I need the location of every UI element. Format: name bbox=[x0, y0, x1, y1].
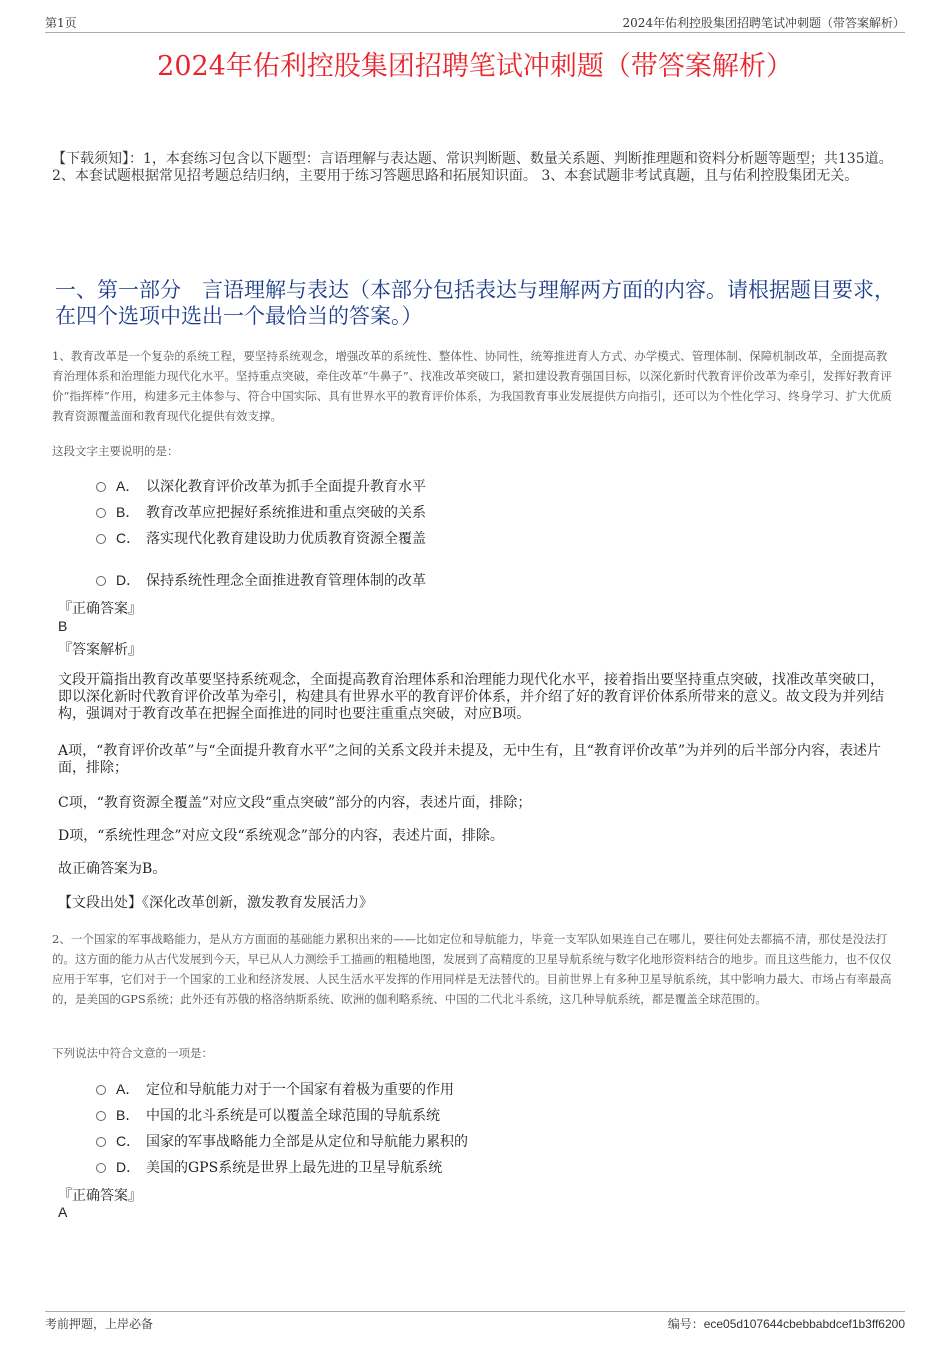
question-2-answer-label: 『正确答案』 bbox=[58, 1188, 142, 1204]
header-doc-title: 2024年佑利控股集团招聘笔试冲刺题（带答案解析） bbox=[622, 16, 905, 30]
question-2-prompt: 下列说法中符合文意的一项是： bbox=[52, 1046, 213, 1060]
section-title: 一、第一部分 言语理解与表达（本部分包括表达与理解两方面的内容。请根据题目要求，在四个选项中选出一个最恰当的答案。） bbox=[55, 278, 895, 328]
question-1-option-d[interactable]: D． 保持系统性理念全面推进教育管理体制的改革 bbox=[96, 571, 426, 590]
footer-slogan: 考前押题，上岸必备 bbox=[45, 1317, 154, 1331]
question-1-analysis-a: A项，“教育评价改革”与“全面提升教育水平”之间的关系文段并未提及，无中生有，且“教育评价改革”为并列的后半部分内容，表述片面，排除； bbox=[58, 743, 882, 776]
footer-rule bbox=[45, 1311, 905, 1312]
question-1-analysis-d: D项，“系统性理念”对应文段“系统观念”部分的内容，表述片面，排除。 bbox=[58, 828, 504, 844]
header-rule bbox=[45, 32, 905, 33]
question-1-option-b[interactable]: B． 教育改革应把握好系统推进和重点突破的关系 bbox=[96, 503, 426, 522]
question-1-answer-label: 『正确答案』 bbox=[58, 601, 142, 617]
download-notice: 【下载须知】：1，本套练习包含以下题型：言语理解与表达题、常识判断题、数量关系题、判断推理题和资料分析题等题型；共135道。 2、本套试题根据常见招考题总结归纳，主要用于练习答题思路和拓展知识面。 3、本套试题非考试真题，且与佑利控股集团无关。 bbox=[52, 151, 893, 184]
radio-icon[interactable] bbox=[96, 482, 106, 492]
page-number: 第1页 bbox=[45, 16, 77, 30]
question-2-option-b[interactable]: B． 中国的北斗系统是可以覆盖全球范围的导航系统 bbox=[96, 1106, 440, 1125]
radio-icon[interactable] bbox=[96, 508, 106, 518]
question-2-option-c[interactable]: C． 国家的军事战略能力全部是从定位和导航能力累积的 bbox=[96, 1132, 468, 1151]
question-1-answer: B bbox=[58, 618, 68, 634]
footer-doc-id: 编号：ece05d107644cbebbabdcef1b3ff6200 bbox=[667, 1317, 905, 1331]
question-1-stem: 1、教育改革是一个复杂的系统工程，要坚持系统观念，增强改革的系统性、整体性、协同性，统筹推进育人方式、办学模式、管理体制、保障机制改革，全面提高教育治理体系和治理能力现代化水平。坚持重点突破，牵住改革“牛鼻子”、找准改革突破口，紧扣建设教育强国目标，以深化新时代教育评价改革为牵引，发挥好教育评价“指挥棒”作用，构建多元主体参与、符合中国实际、具有世界水平的教育评价体系，为我国教育事业发展提供方向指引，还可以为个性化学习、终身学习、扩大优质教育资源覆盖面和教育现代化提供有效支撑。 bbox=[52, 349, 892, 423]
radio-icon[interactable] bbox=[96, 1111, 106, 1121]
question-2-option-a[interactable]: A． 定位和导航能力对于一个国家有着极为重要的作用 bbox=[96, 1080, 454, 1099]
question-2-answer: A bbox=[58, 1204, 68, 1220]
question-1-option-a[interactable]: A． 以深化教育评价改革为抓手全面提升教育水平 bbox=[96, 477, 426, 496]
question-1-conclusion: 故正确答案为B。 bbox=[58, 861, 167, 877]
question-2-option-d[interactable]: D． 美国的GPS系统是世界上最先进的卫星导航系统 bbox=[96, 1158, 442, 1177]
question-1-option-c[interactable]: C． 落实现代化教育建设助力优质教育资源全覆盖 bbox=[96, 529, 426, 548]
radio-icon[interactable] bbox=[96, 1085, 106, 1095]
question-2-stem: 2、一个国家的军事战略能力，是从方方面面的基础能力累积出来的——比如定位和导航能力，毕竟一支军队如果连自己在哪儿，要往何处去都搞不清，那仗是没法打的。这方面的能力从古代发展到今天，早已从人力测绘手工描画的粗糙地图，发展到了高精度的卫星导航系统与数字化地形资料结合的地步。而且这些能力，也不仅仅应用于军事，它们对于一个国家的工业和经济发展、人民生活水平发挥的作用同样是无法替代的。目前世界上有多种卫星导航系统，其中影响力最大、市场占有率最高的，是美国的GPS系统；此外还有苏俄的格洛纳斯系统、欧洲的伽利略系统、中国的二代北斗系统，这几种导航系统，都是覆盖全球范围的。 bbox=[52, 932, 892, 1006]
question-1-source: 【文段出处】《深化改革创新，激发教育发展活力》 bbox=[58, 895, 373, 911]
document-title: 2024年佑利控股集团招聘笔试冲刺题（带答案解析） bbox=[157, 51, 793, 82]
question-1-analysis-c: C项，“教育资源全覆盖”对应文段“重点突破”部分的内容，表述片面，排除； bbox=[58, 795, 532, 811]
question-1-analysis-main: 文段开篇指出教育改革要坚持系统观念，全面提高教育治理体系和治理能力现代化水平，接着指出要坚持重点突破，找准改革突破口，即以深化新时代教育评价改革为牵引，构建具有世界水平的教育评价体系，并介绍了好的教育评价体系所带来的意义。故文段为并列结构，强调对于教育改革在把握全面推进的同时也要注重重点突破，对应B项。 bbox=[58, 672, 884, 722]
radio-icon[interactable] bbox=[96, 1137, 106, 1147]
radio-icon[interactable] bbox=[96, 576, 106, 586]
question-1-analysis-label: 『答案解析』 bbox=[58, 642, 142, 658]
radio-icon[interactable] bbox=[96, 534, 106, 544]
radio-icon[interactable] bbox=[96, 1163, 106, 1173]
question-1-prompt: 这段文字主要说明的是： bbox=[52, 444, 179, 458]
